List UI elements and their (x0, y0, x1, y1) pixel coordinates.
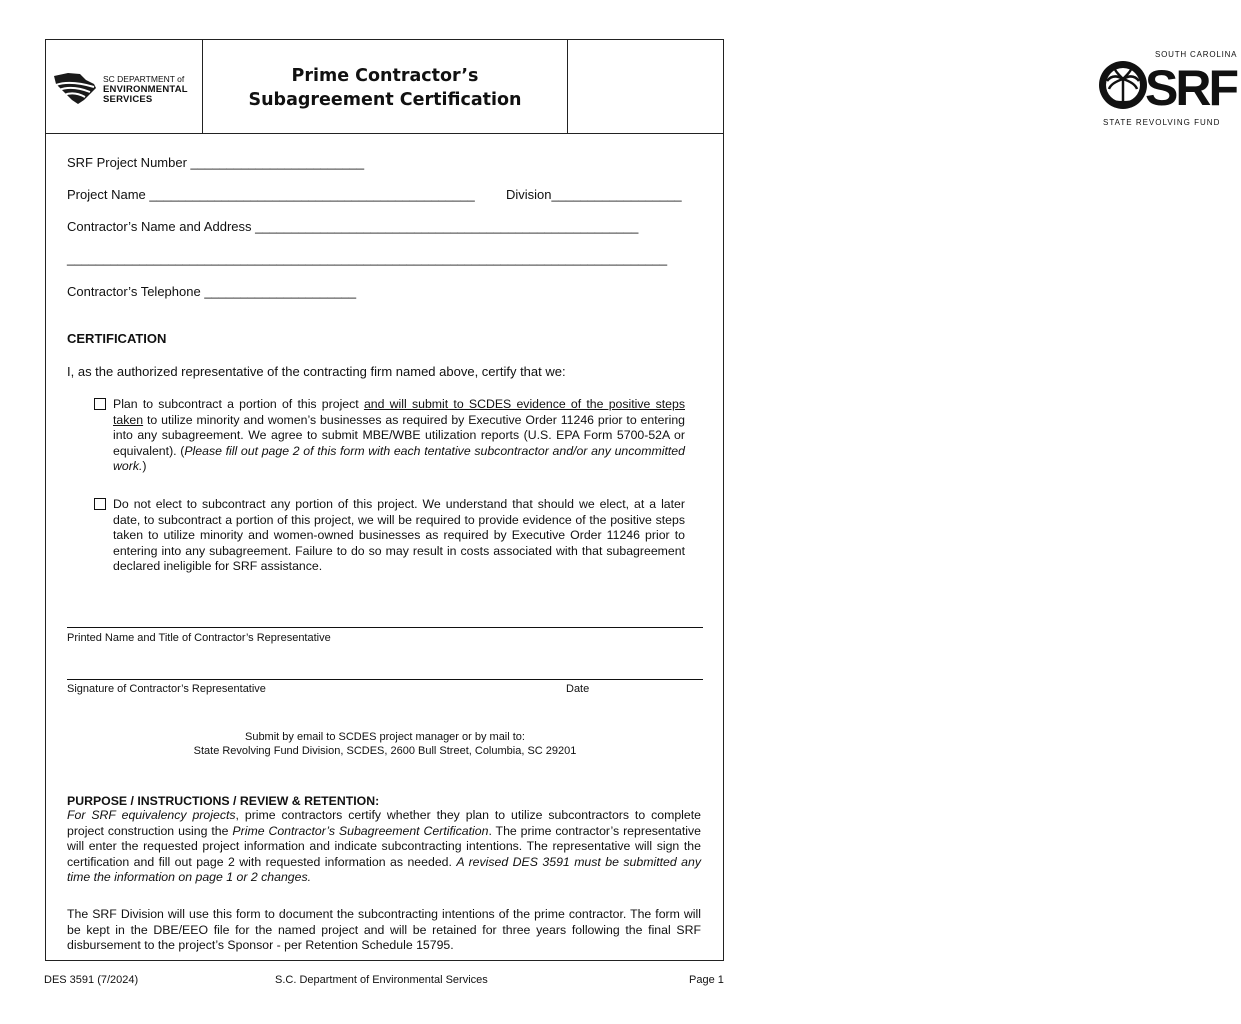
option1-text (113, 397, 685, 475)
signature-label: Signature of Contractor’s Representative (67, 683, 266, 695)
certification-heading: CERTIFICATION (67, 331, 167, 346)
purpose-heading: PURPOSE / INSTRUCTIONS / REVIEW & RETENTION: (67, 794, 380, 808)
srf-logo-icon (1093, 43, 1241, 129)
option1-underlined: and will submit to SCDES evidence of the positive steps taken (113, 397, 685, 427)
submit-line1: Submit by email to SCDES project manager or by mail to: (244, 731, 525, 743)
agency-line1: SC DEPARTMENT of (103, 74, 185, 84)
purpose-italic-2: Prime Contractor’s Subagreement Certification (232, 823, 489, 838)
project-number-field[interactable]: SRF Project Number ________________________ (67, 155, 365, 170)
date-label: Date (566, 683, 590, 695)
agency-line3: SERVICES (103, 94, 153, 105)
agency-logo-cell (46, 40, 203, 133)
agency-line2: ENVIRONMENTAL (103, 83, 188, 95)
option1-part-b: to utilize minority and women’s businesses as required by Executive Order 11246 prior to entering into any subagreement. We agree to submit MBE/WBE utilization reports (U.S. EPA Form 5700-52A or equivalent). ( (113, 412, 685, 458)
sc-state-map-icon (50, 70, 100, 106)
submit-line2: State Revolving Fund Division, SCDES, 2600 Bull Street, Columbia, SC 29201 (193, 745, 577, 757)
page-number: Page 1 (689, 974, 724, 986)
purpose-paragraph-1 (67, 808, 701, 886)
printed-name-line[interactable] (67, 627, 703, 628)
option2-checkbox[interactable] (94, 498, 106, 510)
form-header (46, 40, 1238, 134)
agency-name (103, 74, 188, 106)
srf-bottom-text: STATE REVOLVING FUND (1103, 118, 1221, 127)
printed-name-label: Printed Name and Title of Contractor’s Representative (67, 632, 331, 644)
title-line2: Subagreement Certification (248, 90, 522, 110)
form-id: DES 3591 (7/2024) (44, 974, 139, 986)
option1-italic: Please fill out page 2 of this form with each tentative subcontractor and/or any uncommitted work. (113, 443, 685, 474)
certification-intro: I, as the authorized representative of the contracting firm named above, certify that we: (67, 364, 566, 379)
option1-part-a: Plan to subcontract a portion of this project (113, 397, 364, 411)
purpose-italic-3: A revised DES 3591 must be submitted any time the information on page 1 or 2 changes. (67, 854, 701, 885)
contractor-name-address-field[interactable]: Contractor’s Name and Address _____________________________________________________ (67, 219, 639, 234)
title-line1: Prime Contractor’s (291, 66, 479, 86)
option1-part-c: ) (142, 459, 147, 474)
srf-big-text: SRF (1145, 60, 1236, 116)
option2-text: Do not elect to subcontract any portion of this project. We understand that should we elect, at a later date, to subcontract a portion of this project, we will be required to provide evidence of the positive steps taken to utilize minority and women-owned businesses as required by Executive Order 11246 prior to entering into any subagreement. Failure to do so may result in costs associated with that subagreement declared ineligible for SRF assistance. (113, 497, 685, 574)
page-title (203, 64, 567, 112)
purpose-paragraph-2: The SRF Division will use this form to document the subcontracting intentions of the prime contractor. The form will be kept in the DBE/EEO file for the named project and will be retained for three years following the final SRF disbursement to the project’s Sponsor - per Retention Schedule 15795. (67, 907, 701, 953)
signature-line[interactable] (67, 679, 703, 680)
purpose-italic-1: For SRF equivalency projects (67, 808, 236, 822)
srf-top-text: SOUTH CAROLINA (1155, 50, 1238, 59)
contractor-address-line2[interactable]: ___________________________________________________________________________________ (67, 251, 668, 266)
footer-department: S.C. Department of Environmental Services (275, 974, 488, 986)
srf-logo-cell (567, 40, 1238, 133)
project-name-field[interactable]: Project Name _____________________________________________ (67, 187, 475, 202)
option1-checkbox[interactable] (94, 398, 106, 410)
contractor-telephone-field[interactable]: Contractor’s Telephone _____________________ (67, 284, 357, 299)
purpose-text-b: . The prime contractor’s representative will enter the requested project information and indicate subcontracting intentions. The representative will sign the certification and fill out page 2 with requested information as needed. (67, 823, 701, 869)
purpose-text-a: , prime contractors certify whether they plan to utilize subcontractors to complete project construction using the (67, 808, 701, 838)
division-field[interactable]: Division__________________ (506, 187, 682, 202)
